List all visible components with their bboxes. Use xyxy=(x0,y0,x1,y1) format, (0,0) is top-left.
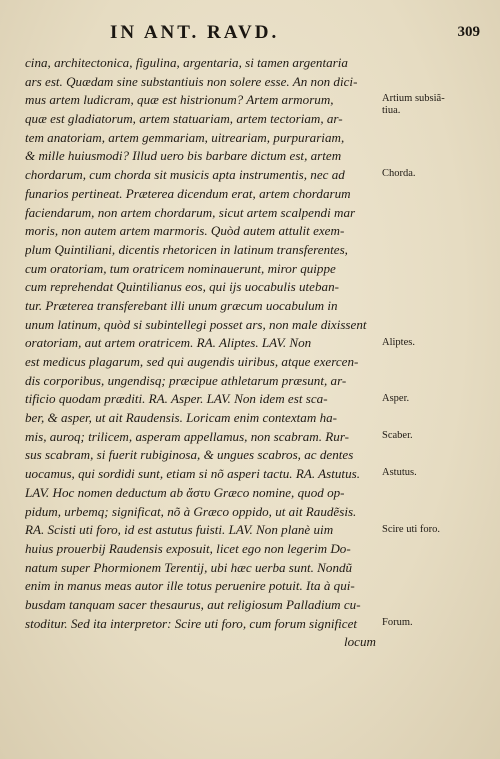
text-line: unum latinum, quòd si subintellegi posset ars, non male dixissent xyxy=(25,316,367,332)
margin-note: Astutus. xyxy=(382,467,417,479)
text-line: locum xyxy=(344,634,376,650)
text-line: RA. Scisti uti foro, id est astutus fuisti. LAV. Non planè uim xyxy=(25,522,334,538)
text-line: cum oratoriam, tum oratricem nominauerunt, miror quippe xyxy=(25,260,336,276)
text-line: chordarum, cum chorda sit musicis apta instrumentis, nec ad xyxy=(25,167,345,183)
text-line: tur. Præterea transferebant illi unum græcum uocabulum in xyxy=(25,297,338,313)
text-line: cina, architectonica, figulina, argentaria, si tamen argentaria xyxy=(25,55,348,70)
margin-note: Scire uti foro. xyxy=(382,523,441,535)
margin-note: Chorda. xyxy=(382,168,416,180)
text-line: ber, & asper, ut ait Raudensis. Loricam enim contextam ha- xyxy=(25,410,338,426)
text-line: ars est. Quædam sine substantiuis non solere esse. An non dici- xyxy=(25,73,358,89)
text-line: plum Quintiliani, dicentis rhetoricen in latinum transferentes, xyxy=(25,241,348,257)
text-line: LAV. Hoc nomen deductum ab ἄστυ Græco nomine, quod op- xyxy=(25,484,345,500)
margin-note: Scaber. xyxy=(382,430,413,441)
text-line: est medicus plagarum, sed qui augendis uiribus, atque exercen- xyxy=(25,354,359,369)
text-line: oratoriam, aut artem oratricem. RA. Aliptes. LAV. Non xyxy=(25,335,312,351)
main-text-block xyxy=(25,54,380,652)
margin-note: Artium subsiã- tiua. xyxy=(382,93,445,117)
text-line: sus scabram, si fuerit rubiginosa, & ungues scabros, ac dentes xyxy=(25,447,354,463)
text-line: huius prouerbij Raudensis exposuit, licet ego non legerim Do- xyxy=(25,540,351,556)
text-line: mis, auroq; trilicem, asperam appellamus, non scabram. Rur- xyxy=(25,428,350,444)
margin-note: Asper. xyxy=(382,392,410,404)
running-head: IN ANT. RAVD. xyxy=(110,22,280,43)
page-header xyxy=(110,22,480,46)
margin-note: Aliptes. xyxy=(382,336,415,348)
text-line: & mille huiusmodi? Illud uero bis barbare dictum est, artem xyxy=(25,148,342,164)
margin-note: Forum. xyxy=(382,617,413,628)
text-line: funarios pertineat. Præterea dicendum erat, artem chordarum xyxy=(25,185,351,201)
text-line: pidum, urbemq; significat, nõ à Græco oppido, ut ait Raudẽsis. xyxy=(25,503,357,519)
text-line: stoditur. Sed ita interpretor: Scire uti foro, cum forum significet xyxy=(25,615,358,631)
text-line: natum super Phormionem Terentij, ubi hæc uerba sunt. Nondũ xyxy=(25,559,353,575)
text-line: mus artem ludicram, quæ est histrionum? Artem armorum, xyxy=(25,92,334,108)
text-line: quæ est gladiatorum, artem statuariam, artem tectoriam, ar- xyxy=(25,111,343,127)
text-line: enim in manus meas autor ille totus peruenire potuit. Ita à qui- xyxy=(25,578,355,594)
text-line: cum reprehendat Quintilianus eos, qui ijs uocabulis uteban- xyxy=(25,279,339,295)
text-line: uocamus, qui sordidi sunt, etiam si nõ asperi tactu. RA. Astutus. xyxy=(25,466,360,482)
text-line: tem anatoriam, artem gemmariam, uitreariam, purpurariam, xyxy=(25,129,345,145)
text-line: moris, non autem artem marmoris. Quòd autem attulit exem- xyxy=(25,223,345,239)
text-line: tificio quodam præditi. RA. Asper. LAV. Non idem est sca- xyxy=(25,391,328,407)
text-line: busdam tanquam sacer thesaurus, aut religiosum Palladium cu- xyxy=(25,596,361,612)
text-line: faciendarum, non artem chordarum, sicut artem scalpendi mar xyxy=(25,204,356,220)
text-line: dis corporibus, ungendisq; præcipue athletarum præsunt, ar- xyxy=(25,372,347,388)
page-number: 309 xyxy=(457,24,480,40)
